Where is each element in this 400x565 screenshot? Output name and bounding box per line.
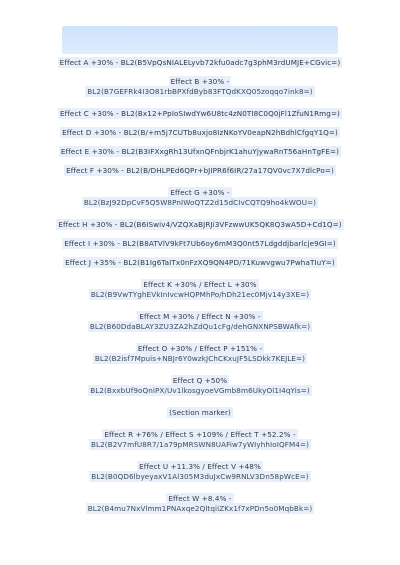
entry-code: BL2(B4mu7NxVlmm1PNAxqe2QltqiiZKx1f7xPDn5o0MqbBk=) — [87, 504, 313, 513]
entry-code: BL2(B9VwTYghEVkInIvcwHQPMhPo/hDh21ec0Mjv14y3XE=) — [90, 290, 310, 299]
entry-line: Effect D +30% - BL2(B/+m5j7CUTb8uxjo8IzNKoYV0eapN2hBdhlCfgqY1Q=) — [62, 128, 338, 137]
entry-code: BL2(B60DdaBLAY3ZU3ZA2hZdQu1cFg/dehGNXNPSBWAfk=) — [89, 322, 311, 331]
entry-line: Effect A +30% - BL2(B5VpQsNIALELyvb72kfu0adc7g3phM3rdUMJE+CGvic=) — [59, 58, 341, 67]
entry-line: Effect K +30% / Effect L +30% — [143, 280, 257, 289]
entry-line: Effect G +30% - — [170, 188, 230, 197]
entry-code: BL2(B7GEFRk4I3O81rbBPXfdByb83FTQdKXQ05zoqqo7ink8=) — [87, 87, 313, 96]
entry-line: Effect U +11.3% / Effect V +48% — [139, 462, 261, 471]
entry-code: BL2(B2V7mfU8R7/1a79pMRSWN8UAFiw7yWIyhhIoIQFM4=) — [91, 440, 309, 449]
entry-code: BL2(B0QD6lbyeyaxV1Al305M3duJxCw9RNLV3Dn58pWcE=) — [91, 472, 309, 481]
entry-line: Effect C +30% - BL2(Bx12+PpIoSIwdYw6U8tc4zN0TI8C0Q0jFl1ZfuN1Rmg=) — [60, 109, 340, 118]
entry-line: Effect J +35% - BL2(B1Ig6TaITx0nFzXQ9QN4PD/71Kuwvgwu7PwhaTIuY=) — [65, 258, 335, 267]
entry-line: Effect I +30% - BL2(B8ATVlV9kFt7Ub6oy6mM3Q0nt57Ldgddjbarlcje9GI=) — [64, 239, 336, 248]
header-band — [62, 26, 338, 54]
entry-line: Effect H +30% - BL2(B6ISwiv4/VZQXaBJRJi3VFzwwUK5QK8Q3wA5D+Cd1Q=) — [58, 220, 342, 229]
entry-line: Effect F +30% - BL2(B/DHLPEd6QPr+bJIPR6f6IR/27a17QV0vc7X7dlcPo=) — [66, 166, 334, 175]
entry-line: Effect M +30% / Effect N +30% - — [139, 312, 261, 321]
entry-code: BL2(BzJ92DpCvF5Q5W8PnIWoQTZ2d15dCIvCQTQ9ho4kWOU=) — [83, 198, 317, 207]
entry-line: Effect Q +50% — [172, 376, 228, 385]
entry-line: Effect W +8.4% - — [168, 494, 232, 503]
entry-line: Effect E +30% - BL2(B3IFXxgRh13UfxnQFnbjrK1ahuYjywaRnT56aHnTgFE=) — [60, 147, 340, 156]
entry-line: Effect R +76% / Effect S +109% / Effect T +52.2% - — [104, 430, 296, 439]
entry-line: Effect O +30% / Effect P +151% - — [137, 344, 263, 353]
entry-code: BL2(BxxbUf9oQniPX/Uv1lkosgyoeVGmb8m6UkyOl1I4qYis=) — [90, 386, 310, 395]
entry-line: Effect B +30% - — [170, 77, 230, 86]
entry-code: BL2(B2isf7Mpuis+NBJr6Y0wzkJChCKxuJF5LSDkk7KEJLE=) — [94, 354, 306, 363]
section-marker: (Section marker) — [169, 408, 231, 417]
entry-list — [0, 58, 400, 514]
